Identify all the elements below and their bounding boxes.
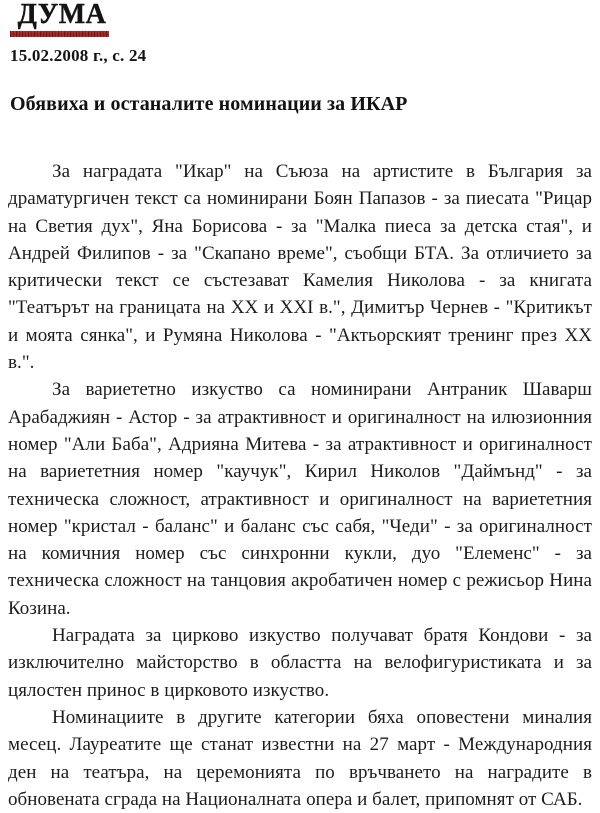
paragraph: За вариететно изкуство са номинирани Антраник Шаварш Арабаджиян - Астор - за атрактивност и оригиналност на илюзионния номер "Али Баба", Адрияна Митева - за атрактивност и оригиналност на вариететния номер "каучук", Кирил Николов "Даймънд" - за техническа сложност, атрактивност и оригиналност на вариететния номер "кристал - баланс" и баланс със сабя, "Чеди" - за оригиналност на комичния номер със синхронни кукли, дуо "Елеменс" - за техническа сложност на танцовия акробатичен номер с режисьор Нина Козина. — [8, 379, 592, 619]
paragraph: Наградата за цирково изкуство получават братя Кондови - за изключително майсторство в областта на велофигуристиката и за цялостен принос в цирковото изкуство. — [8, 625, 592, 701]
article-body — [8, 158, 592, 813]
page-title: Обявиха и останалите номинации за ИКАР — [10, 93, 408, 115]
dateline: 15.02.2008 г., с. 24 — [10, 46, 147, 65]
masthead-logo — [10, 1, 114, 39]
paragraph: За наградата "Икар" на Съюза на артистите в България за драматургичен текст са номинирани Боян Папазов - за пиесата "Рицар на Светия дух", Яна Борисова - за "Малка пиеса за детска стая", и Андрей Филипов - за "Скапано време", съобщи БТА. За отличието за критически текст се състезават Камелия Николова - за книгата "Театърът на границата на XX и XXI в.", Димитър Чернев - "Критикът и моята сянка", и Румяна Николова - "Актьорският тренинг през XX в.". — [8, 161, 592, 374]
masthead-logo-text: ДУМА — [17, 0, 107, 30]
masthead-red-rule — [10, 31, 109, 37]
paragraph: Номинациите в другите категории бяха оповестени миналия месец. Лауреатите ще станат известни на 27 март - Международния ден на театъра, на церемонията по връчването на наградите в обновената сграда на Националната опера и балет, припомнят от САБ. — [8, 706, 592, 810]
